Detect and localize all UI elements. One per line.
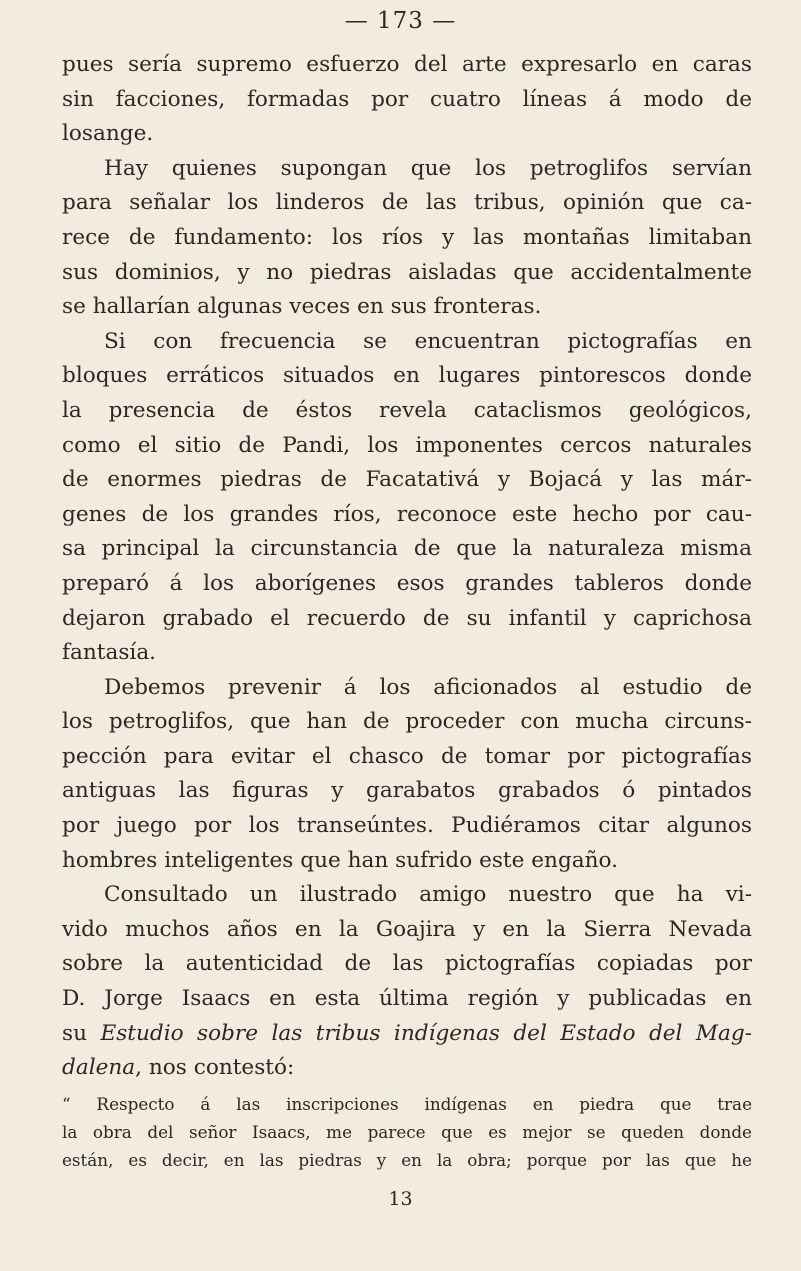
text-line: Consultado un ilustrado amigo nuestro que ha vi-: [104, 882, 752, 908]
paragraph-3: [62, 325, 752, 671]
text-line: D. Jorge Isaacs en esta última región y publicadas en: [62, 986, 752, 1012]
text-line: Si con frecuencia se encuentran pictografías en: [104, 328, 752, 354]
quote-line: “ Respecto á las inscripciones indígenas en piedra que trae: [62, 1093, 752, 1114]
text-line: de enormes piedras de Facatativá y Bojacá y las már-: [62, 467, 752, 493]
text-line: sa principal la circunstancia de que la naturaleza misma: [62, 536, 752, 562]
text-line: [62, 1017, 752, 1052]
text-line: losange.: [62, 121, 154, 147]
text-line: como el sitio de Pandi, los imponentes cercos naturales: [62, 432, 752, 458]
text-line: los petroglifos, que han de proceder con mucha circuns-: [62, 709, 752, 735]
book-title-italic: dalena: [62, 1055, 136, 1081]
text-line: la presencia de éstos revela cataclismos geológicos,: [62, 397, 752, 423]
text-line: sus dominios, y no piedras aisladas que accidentalmente: [62, 259, 752, 285]
book-title-italic: Estudio sobre las tribus indígenas del Estado del Mag-: [100, 1020, 752, 1046]
paragraph-1: [62, 48, 752, 152]
text-line: Hay quienes supongan que los petroglifos servían: [104, 155, 752, 181]
text-line: pues sería supremo esfuerzo del arte expresarlo en caras: [62, 52, 752, 77]
text-line: fantasía.: [62, 640, 157, 666]
text-line: bloques erráticos situados en lugares pintorescos donde: [62, 363, 752, 389]
text-line: rece de fundamento: los ríos y las montañas limitaban: [62, 224, 752, 250]
page-number-header: — 173 —: [344, 8, 457, 34]
text-line: antiguas las figuras y garabatos grabados ó pintados: [62, 778, 752, 804]
paragraph-4: [62, 671, 752, 879]
text-line: preparó á los aborígenes esos grandes tableros donde: [62, 570, 752, 596]
paragraph-2: [62, 152, 752, 325]
text-fragment: , nos contestó:: [135, 1055, 295, 1081]
text-line: para señalar los linderos de las tribus, opinión que ca-: [62, 190, 752, 216]
text-line: por juego por los transeúntes. Pudiéramos citar algunos: [62, 813, 752, 839]
text-line: pección para evitar el chasco de tomar por pictografías: [62, 743, 752, 769]
text-line: sin facciones, formadas por cuatro líneas á modo de: [62, 86, 752, 112]
text-line: se hallarían algunas veces en sus fronteras.: [62, 294, 542, 320]
text-line: vido muchos años en la Goajira y en la Sierra Nevada: [62, 916, 752, 942]
signature-mark: 13: [388, 1188, 413, 1210]
text-line: dejaron grabado el recuerdo de su infantil y caprichosa: [62, 605, 752, 631]
paragraph-5: [62, 878, 752, 1086]
quote-line: la obra del señor Isaacs, me parece que es mejor se queden donde: [62, 1121, 752, 1142]
text-line: hombres inteligentes que han sufrido este engaño.: [62, 847, 619, 873]
text-fragment: su: [62, 1020, 101, 1046]
text-line: genes de los grandes ríos, reconoce este hecho por cau-: [62, 501, 752, 527]
quote-line: están, es decir, en las piedras y en la obra; porque por las que he: [62, 1149, 752, 1170]
quotation: [62, 1090, 752, 1174]
text-line: sobre la autenticidad de las pictografías copiadas por: [62, 951, 752, 977]
body-text: [62, 48, 752, 1174]
text-line: Debemos prevenir á los aficionados al estudio de: [104, 674, 752, 700]
text-line: [62, 1051, 752, 1086]
